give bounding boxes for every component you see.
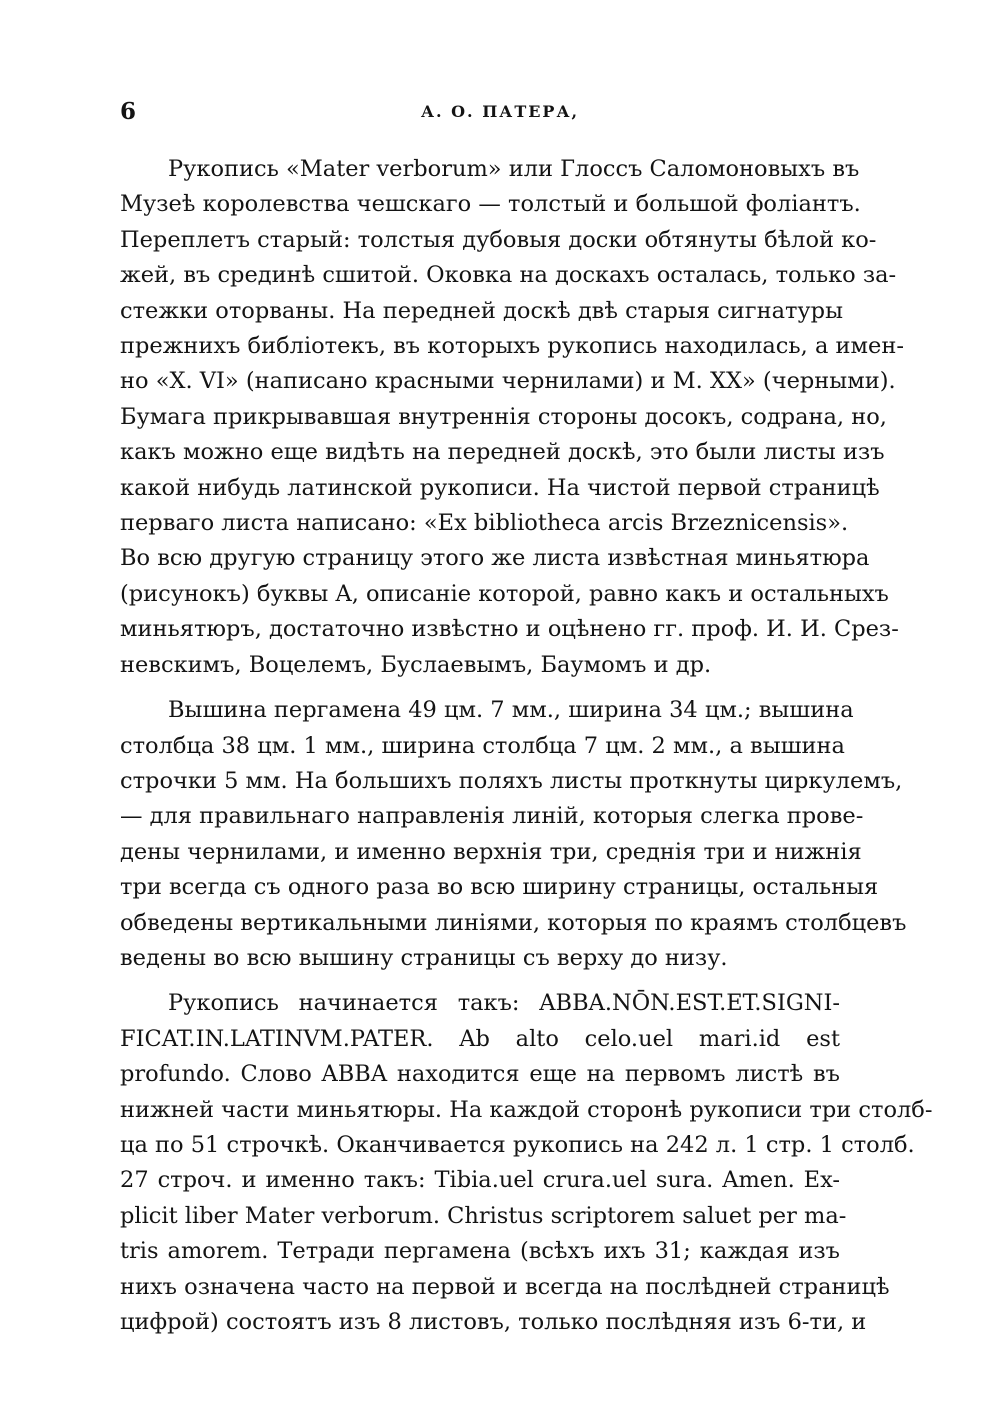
text-line: FICAT.IN.LATINVM.PATER. Ab alto celo.uel mari.id est	[120, 1025, 840, 1052]
text-line: перваго листа написано: «Ex bibliotheca arcis Brzeznicensis».	[120, 510, 849, 537]
text-line: Музеѣ королевства чешскаго — толстый и большой фоліантъ.	[120, 191, 861, 218]
text-line: какой нибудь латинской рукописи. На чистой первой страницѣ	[120, 474, 880, 501]
running-head: А. О. ПАТЕРА,	[420, 102, 580, 121]
text-line: Рукопись «Mater verborum» или Глоссъ Саломоновыхъ въ	[168, 156, 860, 182]
text-line: обведены вертикальными линіями, которыя по краямъ столбцевъ	[120, 909, 907, 936]
text-line: три всегда съ одного раза во всю ширину страницы, остальныя	[120, 874, 879, 901]
text-line: строчки 5 мм. На большихъ поляхъ листы проткнуты циркулемъ,	[120, 767, 903, 794]
text-line: Рукопись начинается такъ: ABBA.NŌN.EST.ET.SIGNI-	[168, 990, 840, 1017]
page-number: 6	[120, 98, 137, 125]
text-line: невскимъ, Воцелемъ, Буслаевымъ, Баумомъ и др.	[120, 651, 712, 678]
text-line: столбца 38 цм. 1 мм., ширина столбца 7 цм. 2 мм., а вышина	[120, 732, 845, 759]
paragraph-2	[120, 693, 907, 976]
text-line: ведены во всю вышину страницы съ верху до низу.	[120, 944, 728, 971]
text-line: Переплетъ старый: толстыя дубовыя доски обтянуты бѣлой ко-	[120, 226, 877, 253]
text-line: какъ можно еще видѣть на передней доскѣ, это были листы изъ	[120, 439, 885, 466]
text-line: 27 строч. и именно такъ: Tibia.uel crura.uel sura. Amen. Ex-	[120, 1167, 840, 1194]
text-line: tris amorem. Тетради пергамена (всѣхъ ихъ 31; каждая изъ	[120, 1238, 840, 1265]
text-line: ца по 51 строчкѣ. Оканчивается рукопись на 242 л. 1 стр. 1 столб.	[120, 1131, 915, 1158]
text-line: нихъ означена часто на первой и всегда на послѣдней страницѣ	[120, 1273, 890, 1300]
body-text	[120, 152, 933, 1350]
text-line: стежки оторваны. На передней доскѣ двѣ старыя сигнатуры	[120, 297, 843, 324]
text-line: (рисунокъ) буквы A, описаніе которой, равно какъ и остальныхъ	[120, 580, 889, 607]
text-line: прежнихъ библіотекъ, въ которыхъ рукопись находилась, а имен-	[120, 333, 904, 360]
text-line: — для правильнаго направленія линій, которыя слегка прове-	[120, 803, 864, 830]
text-line: но «X. VI» (написано красными чернилами) и M. XX» (черными).	[120, 368, 896, 395]
text-line: profundo. Слово ABBA находится еще на первомъ листѣ въ	[120, 1061, 840, 1088]
text-line: Вышина пергамена 49 цм. 7 мм., ширина 34 цм.; вышина	[168, 697, 854, 724]
text-line: нижней части миньятюры. На каждой сторонѣ рукописи три столб-	[120, 1096, 933, 1123]
text-line: Бумага прикрывавшая внутреннія стороны досокъ, содрана, но,	[120, 403, 887, 430]
paragraph-1	[120, 152, 904, 683]
text-line: plicit liber Mater verborum. Christus scriptorem saluet per ma-	[120, 1202, 847, 1229]
text-line: жей, въ срединѣ сшитой. Оковка на доскахъ осталась, только за-	[120, 262, 897, 289]
paragraph-3	[120, 986, 933, 1340]
text-line: Во всю другую страницу этого же листа извѣстная миньятюра	[120, 545, 870, 572]
text-line: миньятюръ, достаточно извѣстно и оцѣнено гг. проф. И. И. Срез-	[120, 616, 899, 643]
text-line: дены чернилами, и именно верхнія три, среднія три и нижнія	[120, 838, 862, 865]
text-line: цифрой) состоятъ изъ 8 листовъ, только послѣдняя изъ 6-ти, и	[120, 1309, 867, 1335]
